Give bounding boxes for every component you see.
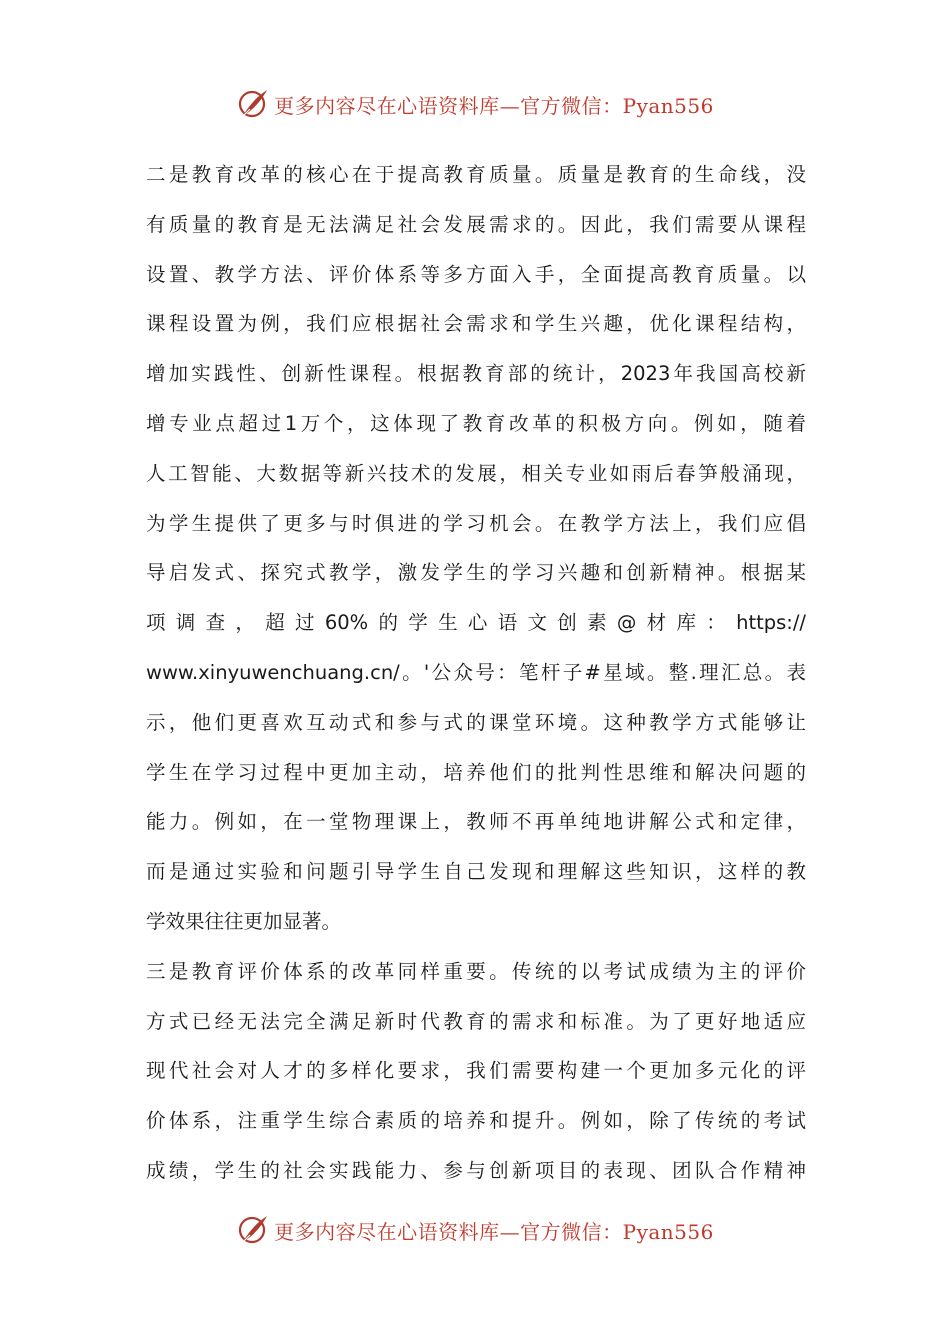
- text-line: 课程设置为例，我们应根据社会需求和学生兴趣，优化课程结构，: [146, 312, 806, 336]
- text-line: 能力。例如，在一堂物理课上，教师不再单纯地讲解公式和定律，: [146, 810, 806, 834]
- text-line: www.xinyuwenchuang.cn/。'公众号：笔杆子#星域。整.理汇总。表: [146, 660, 806, 684]
- text-line: 设置、教学方法、评价体系等多方面入手，全面提高教育质量。以: [146, 262, 806, 286]
- text-line: 为学生提供了更多与时俱进的学习机会。在教学方法上，我们应倡: [146, 511, 806, 535]
- text-line: 而是通过实验和问题引导学生自己发现和理解这些知识，这样的教: [146, 860, 806, 884]
- footer-banner: [0, 1210, 950, 1250]
- text-line: 有质量的教育是无法满足社会发展需求的。因此，我们需要从课程: [146, 212, 806, 236]
- text-line: 学效果往往更加显著。: [146, 909, 342, 933]
- header-banner: [0, 84, 950, 124]
- quill-pen-icon: [236, 87, 270, 121]
- text-line: 增专业点超过1万个，这体现了教育改革的积极方向。例如，随着: [146, 411, 806, 435]
- text-line: 导启发式、探究式教学，激发学生的学习兴趣和创新精神。根据某: [146, 561, 806, 585]
- quill-pen-icon: [236, 1213, 270, 1247]
- footer-text: 更多内容尽在心语资料库—官方微信：Pyan556: [274, 1219, 714, 1244]
- text-line: 增加实践性、创新性课程。根据教育部的统计，2023年我国高校新: [146, 362, 806, 386]
- text-line: 项调查，超过60%的学生心语文创素@材库：https://: [146, 611, 806, 635]
- text-line: 二是教育改革的核心在于提高教育质量。质量是教育的生命线，没: [146, 163, 806, 186]
- text-line: 价体系，注重学生综合素质的培养和提升。例如，除了传统的考试: [146, 1109, 806, 1133]
- text-line: 成绩，学生的社会实践能力、参与创新项目的表现、团队合作精神: [146, 1158, 806, 1182]
- text-line: 学生在学习过程中更加主动，培养他们的批判性思维和解决问题的: [146, 760, 806, 784]
- text-line: 示，他们更喜欢互动式和参与式的课堂环境。这种教学方式能够让: [146, 710, 806, 734]
- document-body: [146, 150, 806, 1196]
- text-line: 方式已经无法完全满足新时代教育的需求和标准。为了更好地适应: [146, 1009, 806, 1033]
- text-line: 人工智能、大数据等新兴技术的发展，相关专业如雨后春笋般涌现，: [146, 461, 806, 485]
- text-line: 三是教育评价体系的改革同样重要。传统的以考试成绩为主的评价: [146, 959, 806, 983]
- header-text: 更多内容尽在心语资料库—官方微信：Pyan556: [274, 93, 714, 118]
- text-line: 现代社会对人才的多样化要求，我们需要构建一个更加多元化的评: [146, 1059, 806, 1083]
